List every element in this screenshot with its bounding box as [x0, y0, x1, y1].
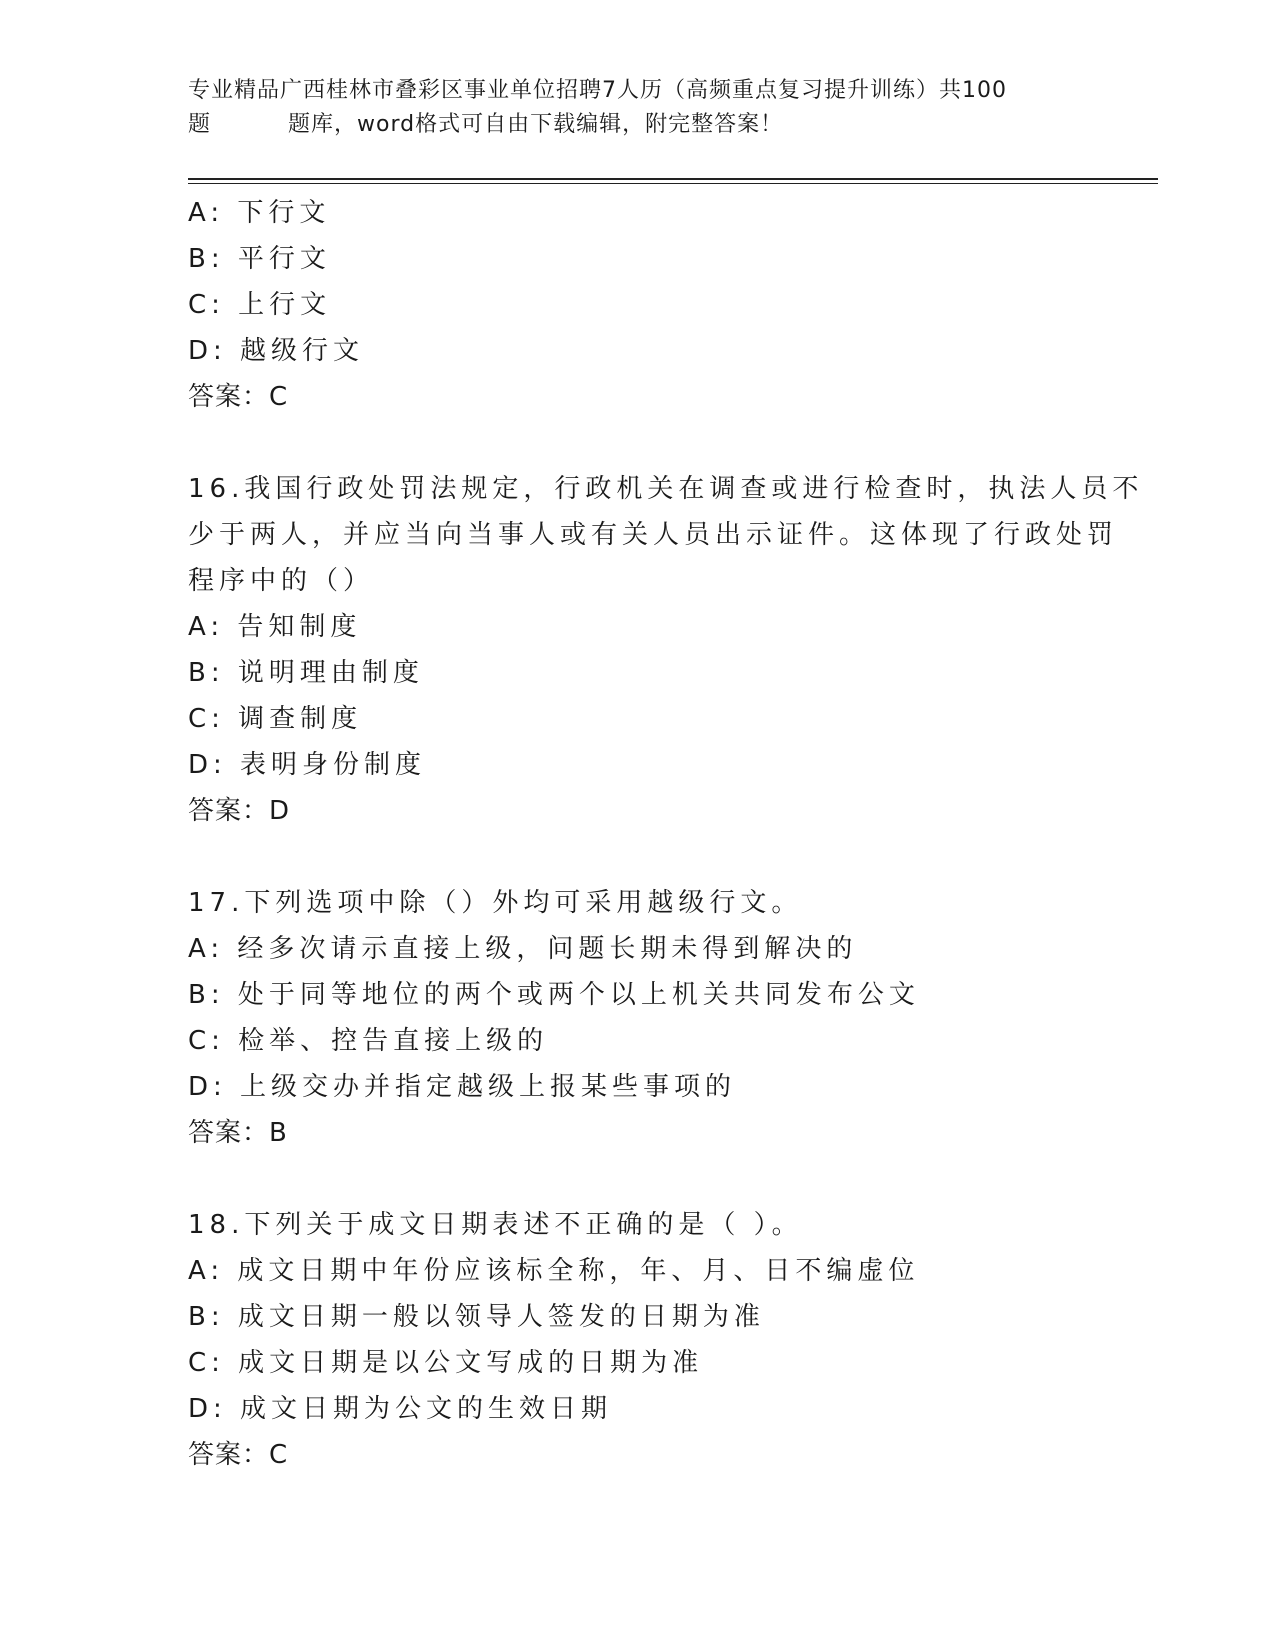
question-text-line-3: 程序中的（）	[188, 566, 375, 596]
question-block-17	[188, 880, 1088, 1156]
option-c: C: 调查制度	[188, 704, 363, 734]
header-line-2-rest: 题库，word格式可自由下载编辑，附完整答案！	[288, 112, 784, 137]
header-title-line-2	[188, 108, 1088, 142]
header-title-line-1: 专业精品广西桂林市叠彩区事业单位招聘7人历（高频重点复习提升训练）共100	[188, 78, 1007, 103]
option-d: D: 表明身份制度	[188, 750, 427, 780]
option-a: A: 经多次请示直接上级，问题长期未得到解决的	[188, 934, 858, 964]
option-d: D: 上级交办并指定越级上报某些事项的	[188, 1072, 737, 1102]
option-c: C: 上行文	[188, 290, 332, 320]
spacer	[188, 1156, 1088, 1202]
option-b: B: 平行文	[188, 244, 331, 274]
option-b: B: 处于同等地位的两个或两个以上机关共同发布公文	[188, 980, 920, 1010]
document-header	[188, 74, 1088, 142]
option-c: C: 成文日期是以公文写成的日期为准	[188, 1348, 704, 1378]
spacer	[188, 834, 1088, 880]
option-c: C: 检举、控告直接上级的	[188, 1026, 549, 1056]
header-divider-thin	[188, 183, 1158, 184]
question-text-line-2: 少于两人，并应当向当事人或有关人员出示证件。这体现了行政处罚	[188, 520, 1119, 550]
option-b: B: 说明理由制度	[188, 658, 424, 688]
question-block-18	[188, 1202, 1088, 1478]
option-d: D: 成文日期为公文的生效日期	[188, 1394, 613, 1424]
spacer	[188, 420, 1088, 466]
answer-line: 答案：B	[188, 1118, 288, 1148]
answer-line: 答案：C	[188, 382, 289, 412]
option-a: A: 下行文	[188, 198, 331, 228]
answer-line: 答案：C	[188, 1440, 289, 1470]
question-text-line-1: 18.下列关于成文日期表述不正确的是（ ）。	[188, 1210, 803, 1240]
question-text-line-1: 16.我国行政处罚法规定，行政机关在调查或进行检查时，执法人员不	[188, 474, 1144, 504]
header-line-2-lead: 题	[188, 112, 212, 137]
question-text-line-1: 17.下列选项中除（）外均可采用越级行文。	[188, 888, 803, 918]
option-b: B: 成文日期一般以领导人签发的日期为准	[188, 1302, 765, 1332]
question-block-15-continued	[188, 190, 1088, 420]
option-d: D: 越级行文	[188, 336, 365, 366]
document-body	[188, 190, 1144, 1478]
header-divider-thick	[188, 178, 1158, 180]
question-block-16	[188, 466, 1144, 834]
answer-line: 答案：D	[188, 796, 291, 826]
option-a: A: 告知制度	[188, 612, 362, 642]
option-a: A: 成文日期中年份应该标全称，年、月、日不编虚位	[188, 1256, 920, 1286]
